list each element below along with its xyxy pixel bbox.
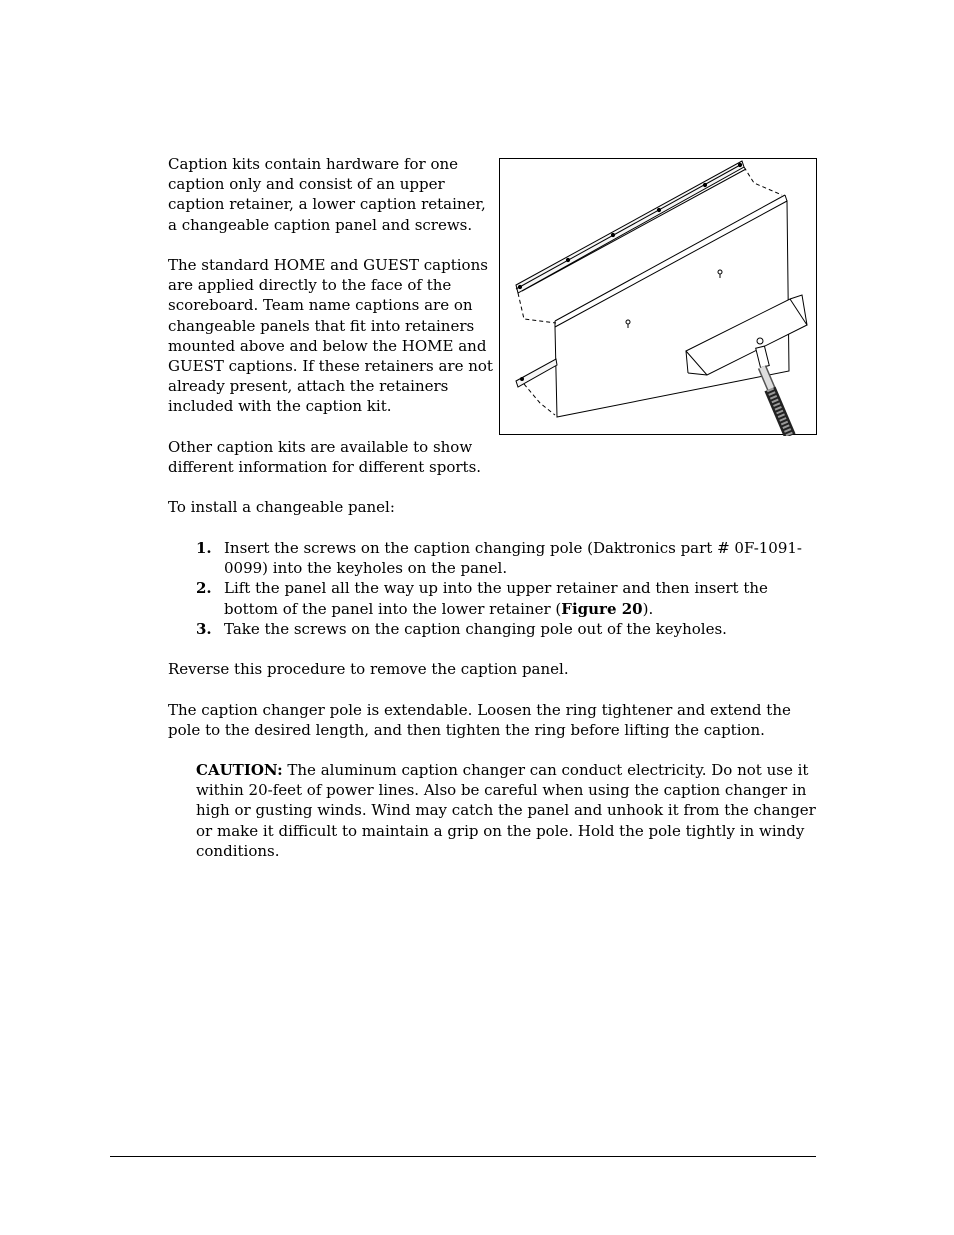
step-text: Take the screws on the caption changing pole out of the keyholes. bbox=[224, 619, 727, 638]
lower-retainer bbox=[516, 359, 557, 387]
install-steps bbox=[168, 538, 818, 639]
paragraph-reverse: Reverse this procedure to remove the caption panel. bbox=[168, 660, 569, 678]
figure-reference: Figure 20 bbox=[561, 599, 643, 618]
step-number: 1. bbox=[196, 539, 212, 557]
step-number: 2. bbox=[196, 579, 212, 598]
step-text: Insert the screws on the caption changing pole (Daktronics part # 0F-1091-0099) into the keyholes on the panel. bbox=[224, 539, 803, 578]
step-text-start: Lift the panel all the way up into the upper retainer and then insert the bottom of the panel into the lower retainer ( bbox=[224, 579, 768, 618]
paragraph-other-kits: Other caption kits are available to show different information for different sports. bbox=[168, 438, 482, 477]
caution-text: The aluminum caption changer can conduct electricity. Do not use it within 20-feet of power lines. Also be careful when using the caption changer in high or gusting winds. Wind may catch the panel and unhook it from the changer or make it difficult to maintain a grip on the pole. Hold the pole tightly in windy conditions. bbox=[196, 761, 816, 860]
paragraph-standard-captions: The standard HOME and GUEST captions are applied directly to the face of the scoreboard. Team name captions are on changeable panels that fit into retainers mounted above and below the HOME and GUEST captions. If these retainers are not already present, attach the retainers included with the caption kit. bbox=[168, 256, 493, 416]
install-heading: To install a changeable panel: bbox=[168, 498, 395, 516]
step-number: 3. bbox=[196, 619, 212, 638]
footer-rule bbox=[110, 1156, 816, 1157]
caption-panel bbox=[555, 201, 789, 417]
caution-note bbox=[196, 760, 816, 861]
caption-panel-drawing bbox=[500, 159, 818, 436]
step-3 bbox=[168, 619, 818, 639]
step-text-end: ). bbox=[642, 599, 654, 618]
caution-label: CAUTION: bbox=[196, 761, 283, 779]
figure-caption-panel-illustration bbox=[499, 158, 817, 435]
paragraph-caption-kits: Caption kits contain hardware for one caption only and consist of an upper caption retainer, a lower caption retainer, a changeable caption panel and screws. bbox=[168, 155, 486, 234]
step-1 bbox=[168, 538, 818, 578]
step-2 bbox=[168, 578, 818, 618]
paragraph-extendable: The caption changer pole is extendable. Loosen the ring tightener and extend the pole to the desired length, and then tighten the ring before lifting the caption. bbox=[168, 701, 791, 740]
